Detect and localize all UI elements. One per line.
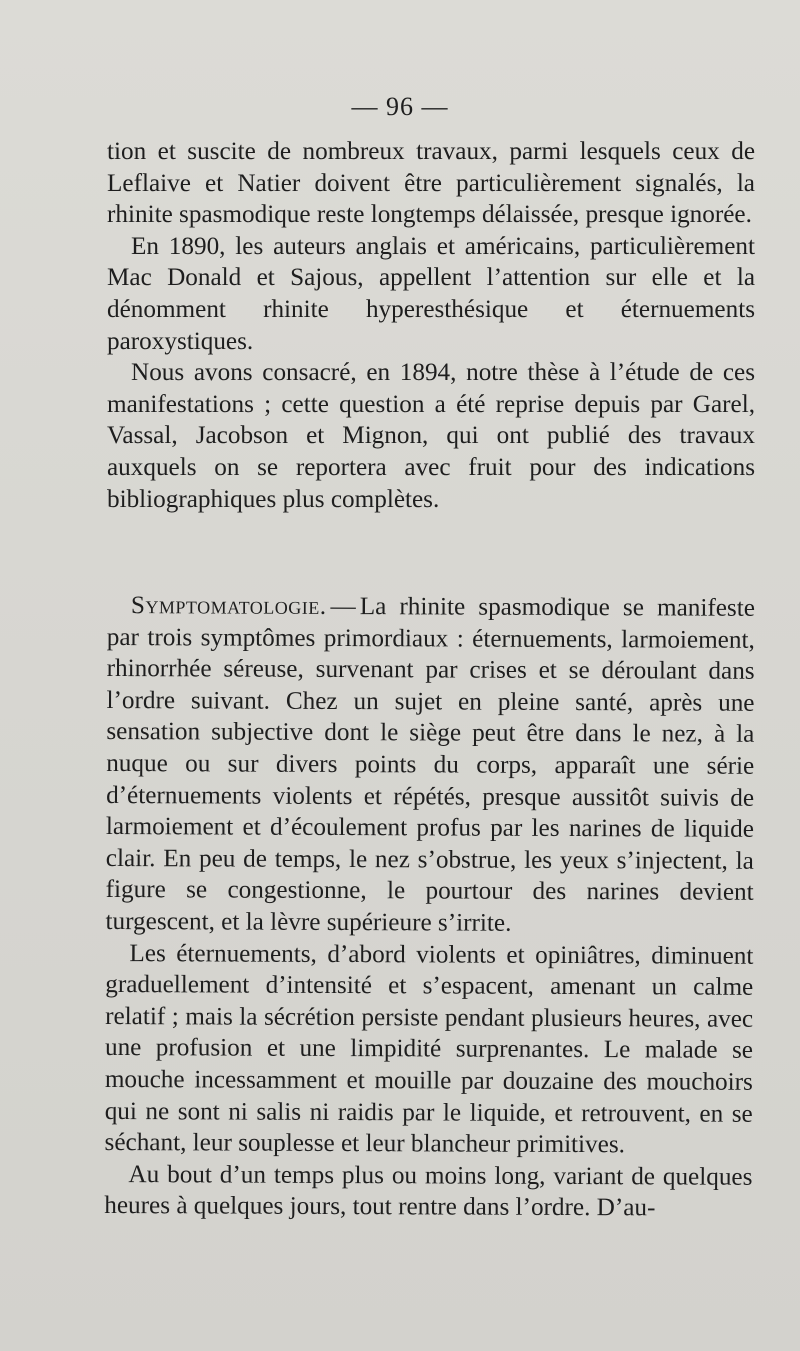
- text-block-top: [107, 136, 755, 515]
- paragraph-symptoms-intro: [105, 590, 755, 940]
- page-number: — 96 —: [351, 92, 449, 121]
- section-heading: Symptomatologie.: [130, 592, 327, 620]
- paragraph-continuation: tion et suscite de nombreux travaux, parmi lesquels ceux de Leflaive et Natier doivent être particulièrement signalés, la rhinite spasmodique reste longtemps délaissée, presque ignorée.: [107, 138, 755, 229]
- paragraph-history-1890: En 1890, les auteurs anglais et américains, particulièrement Mac Donald et Sajous, appellent l’attention sur elle et la dénomment rhinite hyperesthésique et éternuements paroxystiques.: [107, 232, 755, 355]
- paragraph-sneezing: Les éternuements, d’abord violents et opiniâtres, diminuent graduellement d’intensité et s’espacent, amenant un calme relatif ; mais la sécrétion persiste pendant plusieurs heures, avec une profusion et une limpidité surprenantes. Le malade se mouche incessamment et mouille par douzaine des mouchoirs qui ne sont ni salis ni raidis par le liquide, et retrouvent, en se séchant, leur souplesse et leur blancheur primitives.: [104, 939, 754, 1159]
- section-first-paragraph-text: La rhinite spasmodique se manifeste par trois symptômes primordiaux : éternuements, larmoiement, rhinorrhée séreuse, survenant par crises et se déroulant dans l’ordre suivant. Chez un sujet en pleine santé, après une sensation subjective dont le siège peut être dans le nez, à la nuque ou sur divers points du corps, apparaît une série d’éternuements violents et répétés, presque aussitôt suivis de larmoiement et d’écoulement profus par les narines de liquide clair. En peu de temps, le nez s’obstrue, les yeux s’injectent, la figure se congestionne, le pourtour des narines devient turgescent, et la lèvre supérieure s’irrite.: [105, 593, 755, 937]
- section-symptomatologie: [104, 590, 755, 1225]
- heading-dash: —: [330, 592, 356, 621]
- paragraph-thesis-1894: Nous avons consacré, en 1894, notre thèse à l’étude de ces manifestations ; cette question a été reprise depuis par Garel, Vassal, Jacobson et Mignon, qui ont publié des travaux auxquels on se reportera avec fruit pour des indications bibliographiques plus complètes.: [107, 359, 755, 513]
- paragraph-resolution: Au bout d’un temps plus ou moins long, variant de quelques heures à quelques jours, tout rentre dans l’ordre. D’au-: [104, 1160, 753, 1222]
